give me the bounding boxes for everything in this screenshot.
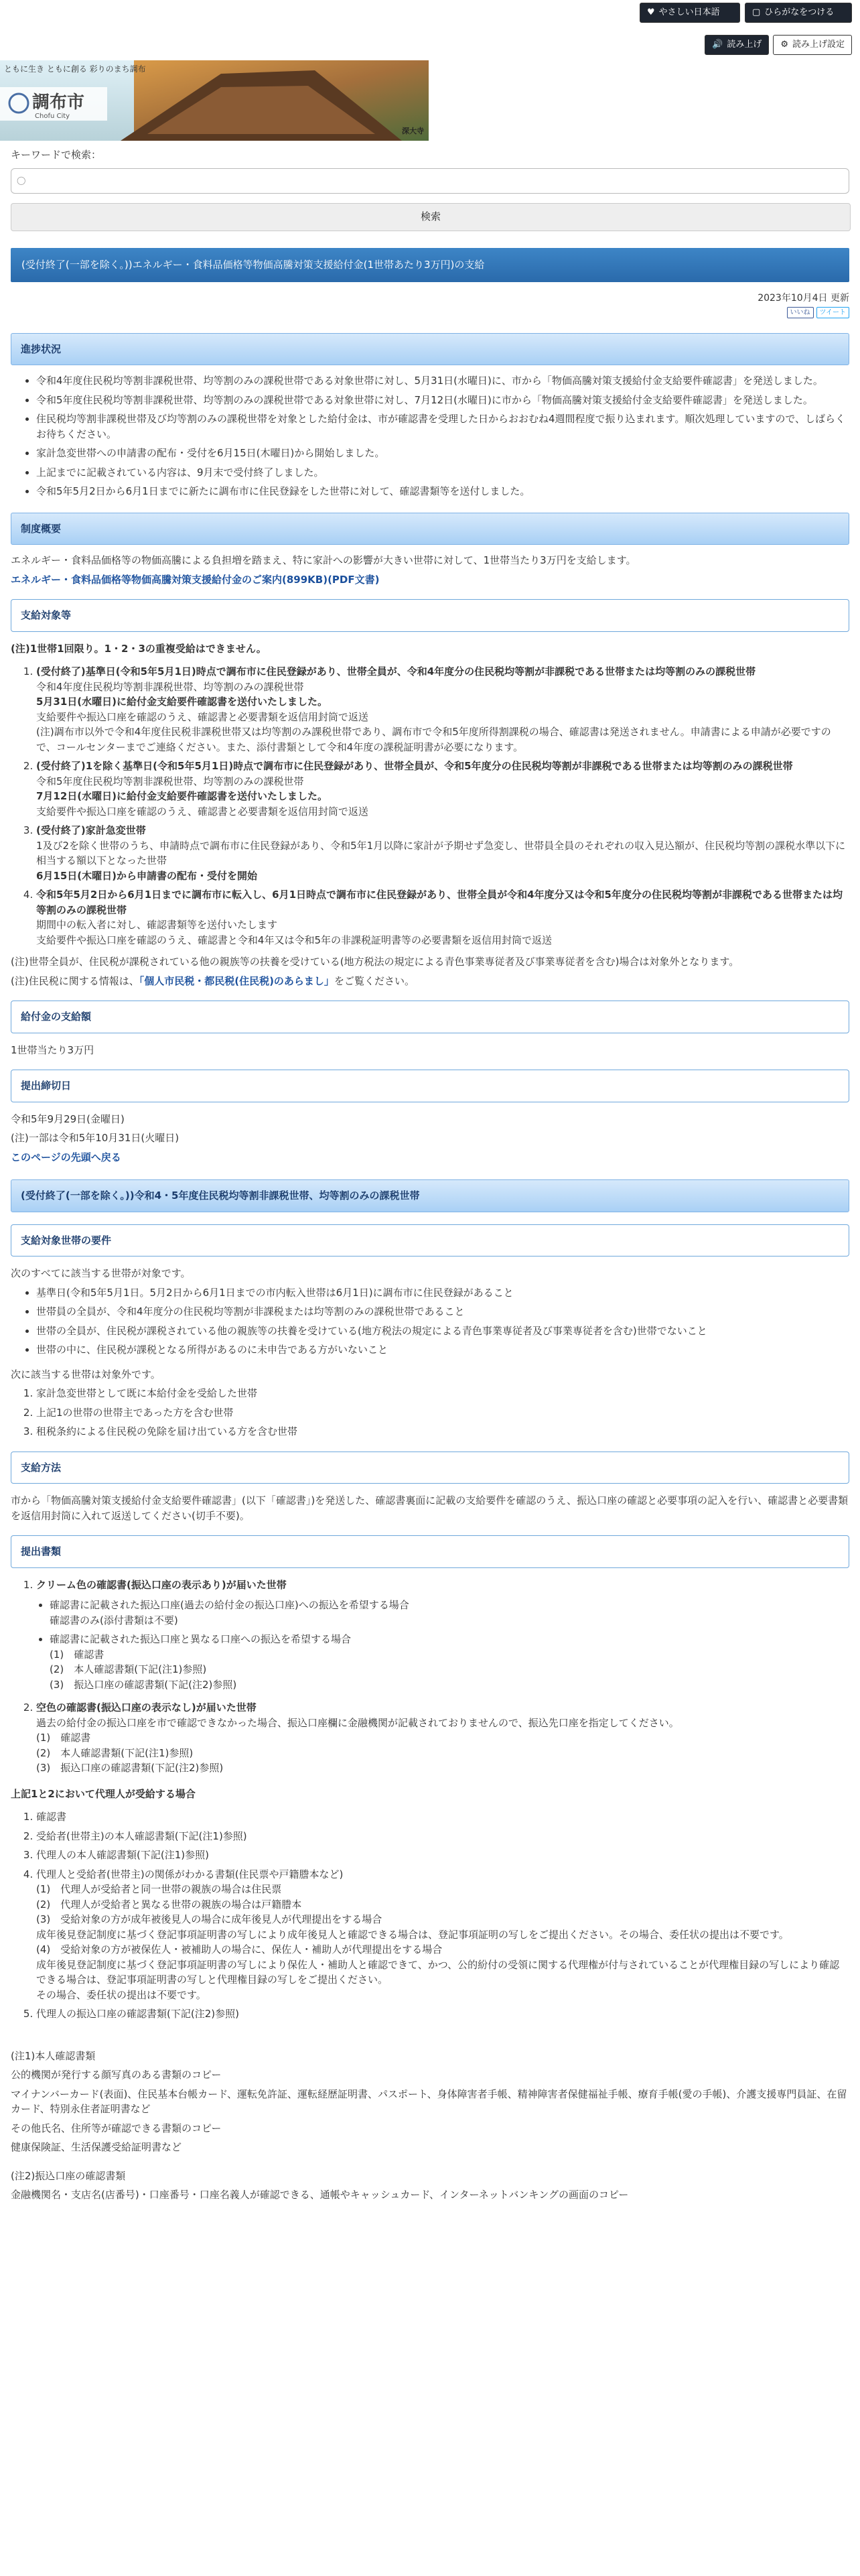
list-item (50, 1632, 849, 1692)
gear-icon: ⚙ (780, 40, 788, 50)
main-content (11, 248, 849, 2207)
list-item: • 住民税均等割非課税世帯及び均等割のみの課税世帯を対象とした給付金は、市が確認書を受理した日からおおむね4週間程度で振り込まれます。順次処理していますので、しばらくお待ちください。 (36, 411, 849, 442)
overview-heading: 制度概要 (11, 513, 849, 545)
list-item: 3. 代理人の本人確認書類(下記(注1)参照) (36, 1848, 849, 1863)
note1-line: マイナンバーカード(表面)、住民基本台帳カード、運転免許証、運転経歴証明書、パスポート、身体障害者手帳、精神障害者保健福祉手帳、療育手帳(愛の手帳)、介護支援専門員証、在留カード、特別永住者証明書など (11, 2087, 847, 2115)
target-list (11, 664, 849, 948)
item-line: • 確認書に記載された振込口座と異なる口座への振込を希望する場合 (50, 1633, 352, 1645)
requirements-heading: 支給対象世帯の要件 (11, 1224, 849, 1257)
section2-heading: (受付終了(一部を除く。))令和4・5年度住民税均等割非課税世帯、均等割のみの課税世帯 (11, 1179, 849, 1212)
resident-tax-link[interactable]: 「個人市民税・都民税(住民税)のあらまし」 (139, 974, 334, 987)
logo-text[interactable]: 調布市 (32, 92, 85, 113)
item-line: 成年後見登記制度に基づく登記事項証明書の写しにより成年後見人と確認できる場合は、登記事項証明の写しをご提出ください。その場合、委任状の提出は不要です。 (36, 1928, 789, 1941)
read-settings-button[interactable] (773, 35, 852, 55)
item-line: 支給要件や振込口座を確認のうえ、確認書と必要書類を返信用封筒で返送 (36, 805, 368, 818)
list-item: 5. 代理人の振込口座の確認書類(下記(注2)参照) (36, 2006, 849, 2022)
easy-japanese-button[interactable] (640, 3, 740, 23)
list-item (36, 823, 849, 883)
target-note-2: (注)世帯全員が、住民税が課税されている他の親族等の扶養を受けている(地方税法の規定による青色事業専従者及び事業専従者を含む)場合は対象外となります。 (11, 956, 739, 968)
progress-heading: 進捗状況 (11, 333, 849, 366)
easy-japanese-label: やさしい日本語 (658, 7, 720, 18)
back-to-top-link[interactable]: このページの先頭へ戻る (11, 1151, 121, 1163)
item-line: (3) 振込口座の確認書類(下記(注2)参照) (50, 1678, 237, 1691)
sub-list (36, 1598, 849, 1692)
list-item: • 令和5年5月2日から6月1日までに新たに調布市に住民登録をした世帯に対して、確認書類等を送付しました。 (36, 484, 849, 499)
read-settings-label: 読み上げ設定 (792, 40, 845, 50)
target-heading: 支給対象等 (11, 599, 849, 632)
banner-tagline: ともに生き ともに創る 彩りのまち調布 (4, 64, 146, 74)
item-title: 1. クリーム色の確認書(振込口座の表示あり)が届いた世帯 (36, 1578, 287, 1591)
guide-pdf-link[interactable]: エネルギー・食料品価格等物価高騰対策支援給付金のご案内(899KB)(PDF文書) (11, 573, 380, 586)
exclusion-intro: 次に該当する世帯は対象外です。 (11, 1368, 161, 1380)
item-line: (1) 確認書 (36, 1732, 91, 1744)
progress-list (11, 373, 849, 499)
proxy-heading: 上記1と2において代理人が受給する場合 (11, 1787, 196, 1800)
search-label: キーワードで検索： (11, 149, 102, 161)
note-suffix: をご覧ください。 (334, 974, 415, 987)
list-item (36, 664, 849, 755)
site-banner (0, 60, 860, 141)
list-item: 1. 家計急変世帯として既に本給付金を受給した世帯 (36, 1386, 849, 1401)
hiragana-button[interactable] (745, 3, 852, 23)
item-line: 成年後見登記制度に基づく登記事項証明書の写しにより保佐人・補助人と確認できて、かつ、公的紛付の受領に関する代理権が付与されていることが代理権目録の写しにより確認できる場合は、登記事項証明書の写しと代理権目録の写しをご提出ください。 (36, 1958, 840, 1986)
deadline-note: (注)一部は令和5年10月31日(火曜日) (11, 1132, 180, 1144)
list-item: • 基準日(令和5年5月1日。5月2日から6月1日までの市内転入世帯は6月1日)に調布市に住民登録があること (36, 1285, 849, 1301)
search-area (11, 147, 849, 231)
speaker-icon: 🔊 (712, 40, 723, 50)
list-item: 2. 受給者(世帯主)の本人確認書類(下記(注1)参照) (36, 1829, 849, 1844)
updated-date: 2023年10月4日 更新 (758, 292, 849, 304)
list-item (36, 759, 849, 819)
method-heading: 支給方法 (11, 1452, 849, 1484)
read-aloud-button[interactable] (705, 35, 769, 55)
list-item: • 令和4年度住民税均等割非課税世帯、均等割のみの課税世帯である対象世帯に対し、5月31日(水曜日)に、市から「物価高騰対策支援給付金支給要件確認書」を発送しました。 (36, 373, 849, 389)
proxy-list (11, 1809, 849, 2022)
social-buttons (11, 307, 849, 318)
item-line: 7月12日(水曜日)に給付金支給要件確認書を送付いたしました。 (36, 790, 328, 802)
item-line: 1及び2を除く世帯のうち、申請時点で調布市に住民登録があり、令和5年1月以降に家計が予期せず急変し、世帯員全員のそれぞれの収入見込額が、住民税均等割の課税水準以下に相当する額以下となった世帯 (36, 839, 846, 866)
list-item: 2. 上記1の世帯の世帯主であった方を含む世帯 (36, 1405, 849, 1421)
target-note-3 (11, 974, 849, 989)
hiragana-label: ひらがなをつける (764, 7, 835, 18)
list-item: • 世帯員の全員が、令和4年度分の住民税均等割が非課税または均等割のみの課税世帯であること (36, 1304, 849, 1319)
item-line: (3) 受給対象の方が成年被後見人の場合に成年後見人が代理提出をする場合 (36, 1913, 382, 1925)
item-line: • 確認書に記載された振込口座(過去の給付金の振込口座)への振込を希望する場合 (50, 1599, 409, 1611)
logo-subtext: Chofu City (35, 113, 70, 120)
item-line: 支給要件や振込口座を確認のうえ、確認書と令和4年又は令和5年の非課税証明書等の必要書類を返信用封筒で返送 (36, 933, 552, 946)
item-line: (注)調布市以外で令和4年度住民税非課税世帯又は均等割のみ課税世帯であり、調布市で令和5年度所得割課税の場合、確認書は発送されません。申請書による申請が必要ですので、コールセンターまでご連絡ください。また、添付書類として令和4年度の課税証明書が必要になります。 (36, 726, 831, 753)
item-line: (2) 本人確認書類(下記(注1)参照) (50, 1663, 207, 1675)
document-icon: ▢ (752, 7, 761, 18)
update-info (11, 292, 849, 318)
item-line: (4) 受給対象の方が被保佐人・被補助人の場合に、保佐人・補助人が代理提出をする場合 (36, 1943, 443, 1955)
item-line: (1) 代理人が受給者と同一世帯の親族の場合は住民票 (36, 1883, 282, 1895)
item-line: 支給要件や振込口座を確認のうえ、確認書と必要書類を返信用封筒で返送 (36, 710, 368, 723)
list-item: • 家計急変世帯への申請書の配布・受付を6月15日(木曜日)から開始しました。 (36, 446, 849, 461)
top-bar (0, 0, 860, 29)
deadline-heading: 提出締切日 (11, 1070, 849, 1102)
list-item (36, 1577, 849, 1693)
item-line: 期間中の転入者に対し、確認書類等を送付いたします (36, 919, 278, 931)
deadline-date: 令和5年9月29日(金曜日) (11, 1112, 125, 1125)
item-line: (2) 代理人が受給者と異なる世帯の親族の場合は戸籍謄本 (36, 1898, 302, 1911)
item-line: (3) 振込口座の確認書類(下記(注2)参照) (36, 1762, 224, 1774)
list-item: 3. 租税条約による住民税の免除を届け出ている方を含む世帯 (36, 1424, 849, 1439)
amount-heading: 給付金の支給額 (11, 1001, 849, 1033)
item-line: 令和4年度住民税均等割非課税世帯、均等割のみの課税世帯 (36, 680, 304, 693)
note1-line: その他氏名、住所等が確認できる書類のコピー (11, 2122, 222, 2134)
search-icon: ◯ (17, 175, 26, 185)
list-item: • 令和5年度住民税均等割非課税世帯、均等割のみの課税世帯である対象世帯に対し、7月12日(水曜日)に市から「物価高騰対策支援給付金支給要件確認書」を発送しました。 (36, 393, 849, 408)
note1-heading: (注1)本人確認書類 (11, 2049, 96, 2062)
requirements-list (11, 1285, 849, 1358)
list-item: • 世帯の全員が、住民税が課税されている他の親族等の扶養を受けている(地方税法の規定による青色事業専従者及び事業専従者を含む)世帯でないこと (36, 1324, 849, 1339)
list-item (36, 1700, 849, 1776)
item-line: (2) 本人確認書類(下記(注1)参照) (36, 1746, 194, 1759)
search-input[interactable] (11, 168, 849, 194)
exclusion-list (11, 1386, 849, 1439)
target-note: (注)1世帯1回限り。1・2・3の重複受給はできません。 (11, 642, 267, 655)
list-item (36, 887, 849, 948)
read-aloud-controls (705, 35, 852, 55)
page-title: (受付終了(一部を除く。))エネルギー・食料品価格等物価高騰対策支援給付金(1世帯あたり3万円)の支給 (11, 248, 849, 282)
overview-text: エネルギー・食料品価格等の物価高騰による負担増を踏まえ、特に家計への影響が大きい世帯に対して、1世帯当たり3万円を支給します。 (11, 554, 636, 566)
item-title: 3. (受付終了)家計急変世帯 (36, 824, 146, 836)
note1-line: 公的機関が発行する顔写真のある書類のコピー (11, 2069, 222, 2081)
item-title: 2. 空色の確認書(振込口座の表示なし)が届いた世帯 (36, 1701, 257, 1714)
list-item (50, 1598, 849, 1628)
documents-heading: 提出書類 (11, 1535, 849, 1568)
item-line: 過去の給付金の振込口座を市で確認できなかった場合、振込口座欄に金融機関が記載されておりませんので、振込先口座を指定してください。 (36, 1716, 679, 1729)
list-item (36, 1867, 849, 2003)
item-title: 2. (受付終了)1を除く基準日(令和5年5月1日)時点で調布市に住民登録があり、世帯全員が、令和5年度分の住民税均等割が非課税である世帯または均等割のみの課税世帯 (36, 760, 793, 772)
amount-text: 1世帯当たり3万円 (11, 1043, 94, 1056)
item-line: その場合、委任状の提出は不要です。 (36, 1988, 206, 2001)
requirements-intro: 次のすべてに該当する世帯が対象です。 (11, 1267, 191, 1279)
item-line: 6月15日(木曜日)から申請書の配布・受付を開始 (36, 869, 258, 882)
facebook-like-button[interactable]: いいね (787, 307, 814, 318)
note1-line: 健康保険証、生活保護受給証明書など (11, 2141, 182, 2153)
banner-caption: 深大寺 (402, 127, 424, 135)
note1-block (11, 2049, 849, 2155)
list-item: 1. 確認書 (36, 1809, 849, 1825)
read-aloud-label: 読み上げ (727, 40, 762, 50)
item-line: (1) 確認書 (50, 1648, 104, 1661)
note2-line: 金融機関名・支店名(店番号)・口座番号・口座名義人が確認できる、通帳やキャッシュカード、インターネットバンキングの画面のコピー (11, 2189, 629, 2201)
heart-icon: ♥ (647, 7, 655, 18)
tweet-button[interactable]: ツイート (816, 307, 850, 318)
item-line: 5月31日(水曜日)に給付金支給要件確認書を送付いたしました。 (36, 696, 328, 708)
item-title: 4. 令和5年5月2日から6月1日までに調布市に転入し、6月1日時点で調布市に住民登録があり、世帯全員が令和4年度分又は令和5年度分の住民税均等割が非課税である世帯または均等割のみの課税世帯 (36, 889, 843, 916)
list-item: • 世帯の中に、住民税が課税となる所得があるのに未申告である方がいないこと (36, 1342, 849, 1358)
method-text: 市から「物価高騰対策支援給付金支給要件確認書」(以下「確認書」)を発送した、確認書裏面に記載の支給要件を確認のうえ、振込口座の確認と必要事項の記入を行い、確認書と必要書類を返信用封筒に入れて返送してください(切手不要)。 (11, 1494, 849, 1522)
documents-list (11, 1577, 849, 1776)
note-prefix: (注)住民税に関する情報は、 (11, 974, 139, 987)
note2-heading: (注2)振込口座の確認書類 (11, 2169, 126, 2182)
note2-block (11, 2169, 849, 2203)
item-line: 令和5年度住民税均等割非課税世帯、均等割のみの課税世帯 (36, 775, 304, 787)
item-line: 確認書のみ(添付書類は不要) (50, 1614, 178, 1626)
item-title: 1. (受付終了)基準日(令和5年5月1日)時点で調布市に住民登録があり、世帯全員が、令和4年度分の住民税均等割が非課税である世帯または均等割のみの課税世帯 (36, 665, 756, 678)
search-button[interactable]: 検索 (11, 203, 851, 231)
list-item: • 上記までに記載されている内容は、9月末で受付終了しました。 (36, 465, 849, 480)
item-line: 4. 代理人と受給者(世帯主)の関係がわかる書類(住民票や戸籍謄本など) (36, 1868, 344, 1880)
